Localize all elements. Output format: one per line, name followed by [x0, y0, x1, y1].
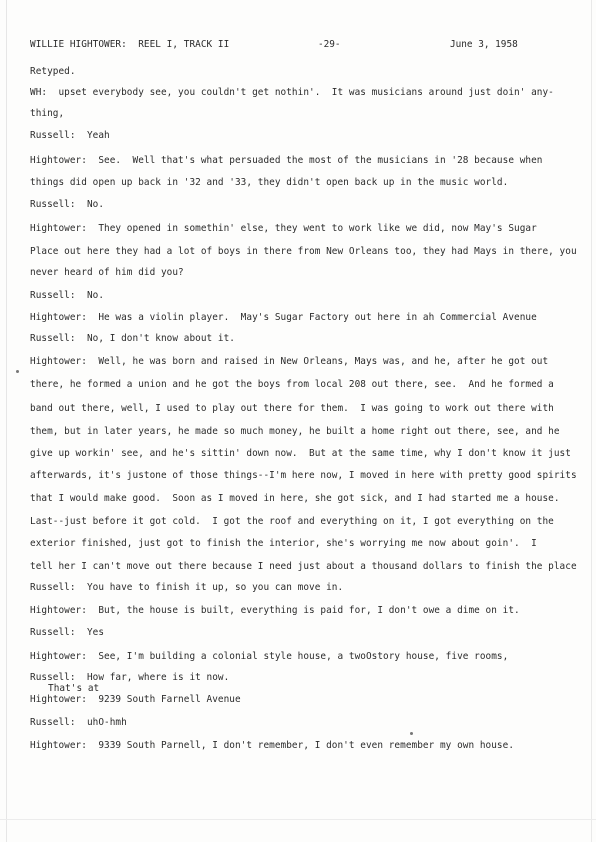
- text-line: Russell: You have to finish it up, so you can move in.: [30, 582, 344, 593]
- text-line: Hightower: Well, he was born and raised in New Orleans, Mays was, and he, after he got out: [30, 356, 549, 367]
- text-line: things did open up back in '32 and '33, they didn't open back up in the music world.: [30, 177, 509, 188]
- text-line: Russell: How far, where is it now.: [30, 672, 230, 683]
- scan-speck: [410, 732, 413, 735]
- text-line: Russell: Yeah: [30, 130, 110, 141]
- scan-speck: [16, 370, 19, 373]
- page-edge-left: [6, 0, 7, 842]
- text-line: that I would make good. Soon as I moved in here, she got sick, and I had started me a house.: [30, 493, 560, 504]
- text-line: Russell: uhO-hmh: [30, 717, 127, 728]
- text-line: thing,: [30, 108, 65, 119]
- header-title: WILLIE HIGHTOWER: REEL I, TRACK II: [30, 39, 230, 50]
- text-line: Russell: No.: [30, 199, 105, 210]
- page-edge-bottom: [0, 819, 596, 820]
- text-line: Hightower: 9239 South Farnell Avenue: [30, 694, 241, 705]
- text-line: Hightower: He was a violin player. May's Sugar Factory out here in ah Commercial Avenue: [30, 312, 537, 323]
- text-line: exterior finished, just got to finish the interior, she's worrying me now about goin'. I: [30, 538, 537, 549]
- page-edge-right: [591, 0, 592, 842]
- header-page-number: -29-: [318, 39, 341, 50]
- text-line: Hightower: They opened in somethin' else, they went to work like we did, now May's Sugar: [30, 223, 537, 234]
- text-line: them, but in later years, he made so much money, he built a home right out there, see, and he: [30, 426, 560, 437]
- text-line: Russell: Yes: [30, 627, 105, 638]
- text-line: Hightower: 9339 South Parnell, I don't remember, I don't even remember my own house.: [30, 740, 515, 751]
- text-line: give up workin' see, and he's sittin' down now. But at the same time, why I don't know it just: [30, 448, 571, 459]
- text-line: Hightower: See. Well that's what persuaded the most of the musicians in '28 because when: [30, 155, 543, 166]
- text-line: band out there, well, I used to play out there for them. I was going to work out there with: [30, 403, 554, 414]
- handwritten-insert: That's at: [48, 683, 100, 694]
- text-line: Place out here they had a lot of boys in there from New Orleans too, they had Mays in there, you: [30, 246, 577, 257]
- header-date: June 3, 1958: [450, 39, 518, 50]
- text-line: Hightower: But, the house is built, everything is paid for, I don't owe a dime on it.: [30, 605, 520, 616]
- text-line: afterwards, it's justone of those things--I'm here now, I moved in here with pretty good spirits: [30, 470, 577, 481]
- text-line: Hightower: See, I'm building a colonial style house, a twoOstory house, five rooms,: [30, 651, 509, 662]
- text-line-retyped: Retyped.: [30, 66, 76, 77]
- text-line: Russell: No, I don't know about it.: [30, 333, 235, 344]
- text-line: there, he formed a union and he got the boys from local 208 out there, see. And he formed a: [30, 379, 554, 390]
- text-line: WH: upset everybody see, you couldn't get nothin'. It was musicians around just doin' any-: [30, 87, 554, 98]
- text-line: never heard of him did you?: [30, 267, 184, 278]
- text-line: Last--just before it got cold. I got the roof and everything on it, I got everything on the: [30, 516, 554, 527]
- text-line: Russell: No.: [30, 290, 105, 301]
- text-line: tell her I can't move out there because I need just about a thousand dollars to finish the place: [30, 561, 577, 572]
